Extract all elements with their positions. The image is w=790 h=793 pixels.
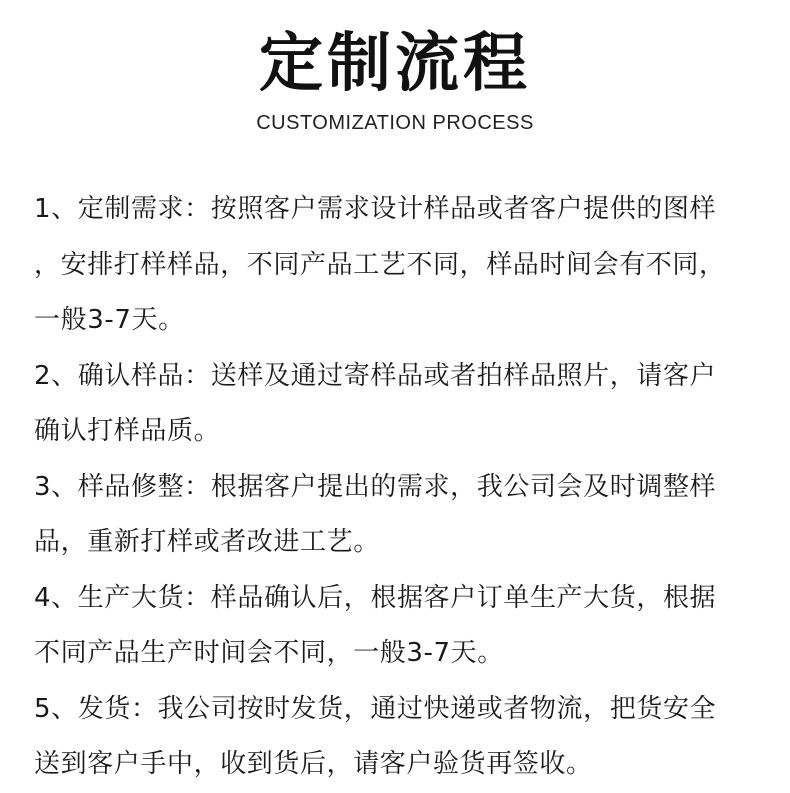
step-1-line-2: ，安排打样样品，不同产品工艺不同，样品时间会有不同，	[34, 249, 726, 280]
step-1-line-1: 1、定制需求：按照客户需求设计样品或者客户提供的图样	[34, 194, 717, 224]
process-steps	[34, 182, 754, 793]
step-1-line-3: 一般3-7天。	[34, 305, 185, 335]
step-4-line-1: 4、生产大货：样品确认后，根据客户订单生产大货，根据	[34, 582, 717, 613]
step-2-line-2: 确认打样品质。	[34, 416, 221, 446]
step-3-line-2: 品，重新打样或者改进工艺。	[34, 527, 380, 557]
page-subtitle: CUSTOMIZATION PROCESS	[256, 112, 534, 134]
step-3-line-1: 3、样品修整：根据客户提出的需求，我公司会及时调整样	[34, 471, 717, 502]
step-2-line-1: 2、确认样品：送样及通过寄样品或者拍样品照片，请客户	[34, 360, 717, 391]
step-5-line-1: 5、发货：我公司按时发货，通过快递或者物流，把货安全	[34, 693, 717, 724]
step-4-line-2: 不同产品生产时间会不同，一般3-7天。	[34, 638, 504, 668]
step-5-line-2: 送到客户手中，收到货后，请客户验货再签收。	[34, 749, 593, 779]
page-title: 定制流程	[259, 27, 531, 101]
